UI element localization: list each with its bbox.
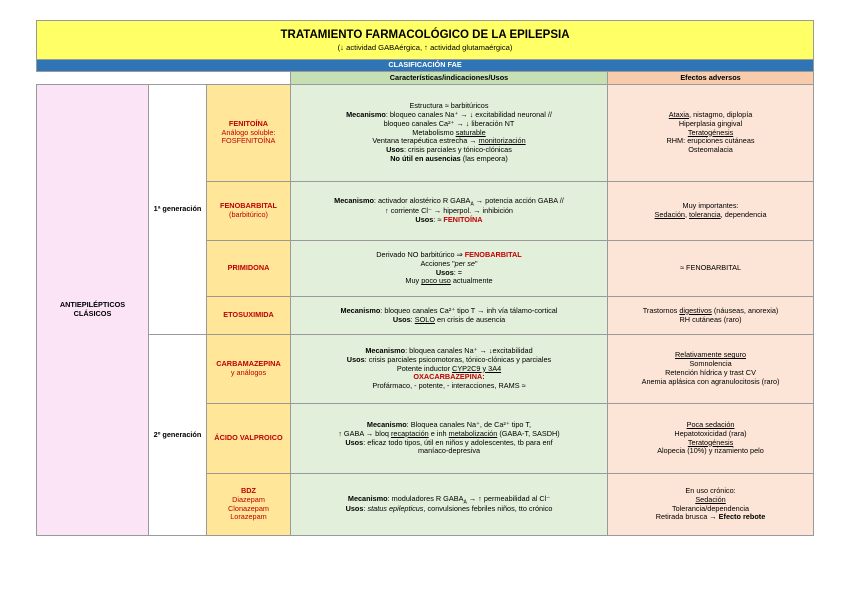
- page-subtitle: (↓ actividad GABAérgica, ↑ actividad glutamaérgica): [337, 42, 513, 52]
- characteristics-carbamazepina: Mecanismo: bloquea canales Na⁺ → ↓excitabilidad Usos: crisis parciales psicomotoras, tónico-clónicas y parciales Potente inductor CYP2C9 y 3A4 OXACARBAZEPINA: Profármaco, - potente, - interacciones, RAMS ≈: [291, 335, 608, 404]
- generation-1-label: 1ª generación: [149, 85, 207, 335]
- drug-bdz: BDZ Diazepam Clonazepam Lorazepam: [207, 474, 291, 536]
- drug-sub: (barbitúrico): [229, 210, 268, 219]
- characteristics-fenitoina: Estructura ≈ barbitúricos Mecanismo: bloqueo canales Na⁺ → ↓ excitabilidad neuronal // bloqueo canales Ca²⁺ → ↓ liberación NT Metabolismo saturable Ventana terapéutica estrecha → monitorización Usos: crisis parciales y tónico-clónicas No útil en ausencias (las empeora): [291, 85, 608, 182]
- classification-header: CLASIFICACIÓN FAE: [37, 60, 814, 72]
- adverse-carbamazepina: Relativamente seguro Somnolencia Retención hídrica y trast CV Anemia aplásica con agranulocitosis (raro): [608, 335, 814, 404]
- header-blank: [37, 72, 291, 85]
- drug-sub: y análogos: [230, 368, 267, 377]
- adverse-primidona: ≈ FENOBARBITAL: [608, 241, 814, 297]
- epilepsy-treatment-table: [36, 20, 814, 536]
- group-label: ANTIEPILÉPTICOS CLÁSICOS: [37, 85, 149, 536]
- characteristics-bdz: Mecanismo: moduladores R $GABA_A$ → ↑ permeabilidad al Cl⁻ Usos: status epilepticus, convulsiones febriles niños, tto crónico: [291, 474, 608, 536]
- drug-etosuximida: ETOSUXIMIDA: [207, 297, 291, 335]
- drug-fenobarbital: FENOBARBITAL (barbitúrico): [207, 182, 291, 241]
- page-title: TRATAMIENTO FARMACOLÓGICO DE LA EPILEPSIA: [280, 28, 570, 41]
- drug-list-item: Clonazepam: [228, 503, 269, 513]
- drug-list-item: Diazepam: [232, 494, 265, 504]
- drug-carbamazepina: CARBAMAZEPINA y análogos: [207, 335, 291, 404]
- generation-2-label: 2º generación: [149, 335, 207, 536]
- drug-primidona: PRIMIDONA: [207, 241, 291, 297]
- adverse-fenobarbital: Muy importantes: Sedación, tolerancia, dependencia: [608, 182, 814, 241]
- column-header-adverse-effects: Efectos adversos: [608, 72, 814, 85]
- drug-fenitoina: FENITOÍNA Análogo soluble: FOSFENITOÍNA: [207, 85, 291, 182]
- drug-list-item: Lorazepam: [230, 512, 267, 522]
- adverse-etosuximida: Trastornos digestivos (náuseas, anorexia) RH cutáneas (raro): [608, 297, 814, 335]
- characteristics-fenobarbital: Mecanismo: activador alostérico R $GABA_A$ → potencia acción GABA // ↑ corriente Cl⁻ → hiperpol. → inhibición Usos: ≈ FENITOÍNA: [291, 182, 608, 241]
- drug-sub: FOSFENITOÍNA: [221, 136, 276, 146]
- adverse-fenitoina: Ataxia, nistagmo, diplopía Hiperplasia gingival Teratogénesis RHM: erupciones cutáneas Osteomalacia: [608, 85, 814, 182]
- characteristics-etosuximida: Mecanismo: bloqueo canales Ca²⁺ tipo T → inh vía tálamo-cortical Usos: SOLO en crisis de ausencia: [291, 297, 608, 335]
- title-cell: [37, 21, 814, 60]
- adverse-bdz: En uso crónico: Sedación Tolerancia/dependencia Retirada brusca → Efecto rebote: [608, 474, 814, 536]
- drug-acido-valproico: ÁCIDO VALPROICO: [207, 404, 291, 474]
- characteristics-primidona: Derivado NO barbitúrico ⇒ FENOBARBITAL Acciones "per se" Usos: = Muy poco uso actualmente: [291, 241, 608, 297]
- adverse-acido-valproico: Poca sedación Hepatotoxicidad (rara) Teratogénesis Alopecia (10%) y rizamiento pelo: [608, 404, 814, 474]
- characteristics-acido-valproico: Mecanismo: Bloquea canales Na⁺, de Ca²⁺ tipo T, ↑ GABA → bloq recaptación e inh metabolización (GABA-T, SASDH) Usos: eficaz todo tipos, útil en niños y adolescentes, tb para enf maníaco-depresiva: [291, 404, 608, 474]
- column-header-characteristics: Características/indicaciones/Usos: [291, 72, 608, 85]
- drug-sub: Análogo soluble:: [221, 127, 276, 137]
